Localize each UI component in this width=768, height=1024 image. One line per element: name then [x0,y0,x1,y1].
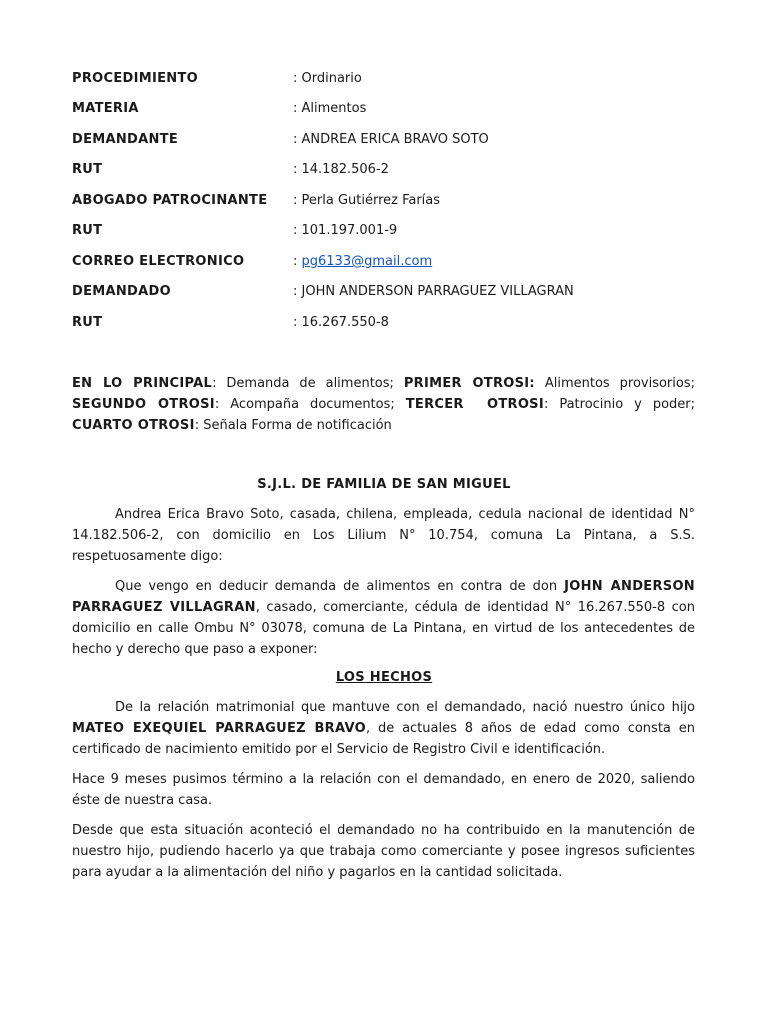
header-row-demandante [72,130,712,150]
cuarto-otrosi-label: CUARTO OTROSI [72,418,195,433]
facts-text-1: De la relación matrimonial que mantuve con el demandado, nació nuestro único hijo [115,700,695,715]
header-row-demandado [72,282,712,302]
header-label: RUT [72,162,103,177]
header-label: DEMANDADO [72,284,171,299]
summary-paragraph [72,373,695,436]
facts-text-2: , de actuales 8 años de edad como consta en certificado de nacimiento emitido por el Servicio de Registro Civil e identificación. [72,721,695,757]
header-label: MATERIA [72,101,139,116]
header-row-rut-demandado [72,313,712,333]
header-value: : 101.197.001-9 [293,223,398,238]
header-label: RUT [72,315,103,330]
demand-text-2: , casado, comerciante, cédula de identidad N° 16.267.550-8 con domicilio en calle Ombu N° 03078, comuna de La Pintana, en virtud de los antecedentes de hecho y derecho que paso a exponer: [72,600,695,657]
header-value: : Alimentos [293,101,367,116]
header-label: CORREO ELECTRONICO [72,254,245,269]
email-link[interactable]: pg6133@gmail.com [301,254,433,269]
defendant-name: JOHN ANDERSON PARRAGUEZ VILLAGRAN [72,579,695,615]
header-label: PROCEDIMIENTO [72,71,198,86]
header-value: : JOHN ANDERSON PARRAGUEZ VILLAGRAN [293,284,574,299]
intro-paragraph: Andrea Erica Bravo Soto, casada, chilena, empleada, cedula nacional de identidad N° 14.182.506-2, con domicilio en Los Lilium N° 10.754, comuna La Pintana, a S.S. respetuosamente digo: [72,507,695,564]
primer-otrosi-text: Alimentos provisorios; [534,376,695,391]
header-value: : Perla Gutiérrez Farías [293,193,441,208]
header-value: : 14.182.506-2 [293,162,389,177]
header-row-rut-demandante [72,160,712,180]
header-row-correo [72,252,712,272]
header-row-rut-abogado [72,221,712,241]
tercer-otrosi-text: : Patrocinio y poder; [543,397,695,412]
segundo-otrosi-text: : Acompaña documentos; [214,397,406,412]
facts-paragraph-1 [72,697,695,760]
principal-label: EN LO PRINCIPAL [72,376,213,391]
header-row-abogado [72,191,712,211]
header-label: ABOGADO PATROCINANTE [72,193,268,208]
facts-paragraph-3: Desde que esta situación aconteció el demandado no ha contribuido en la manutención de nuestro hijo, pudiendo hacerlo ya que trabaja como comerciante y posee ingresos suficientes para ayudar a la alimentación del niño y pagarlos en la cantidad solicitada. [72,823,695,880]
section-title-los-hechos: LOS HECHOS [335,670,433,685]
primer-otrosi-label: PRIMER OTROSI: [403,376,535,391]
child-name: MATEO EXEQUIEL PARRAGUEZ BRAVO [72,721,366,736]
header-row-materia [72,99,712,119]
header-row-procedimiento [72,69,712,89]
segundo-otrosi-label: SEGUNDO OTROSI [72,397,215,412]
court-title: S.J.L. DE FAMILIA DE SAN MIGUEL [257,477,511,492]
header-value [293,252,432,272]
principal-text: : Demanda de alimentos; [212,376,404,391]
demand-paragraph [72,576,695,660]
cuarto-otrosi-text: : Señala Forma de notificación [194,418,392,433]
demand-text-1: Que vengo en deducir demanda de alimentos en contra de don [115,579,565,594]
header-value: : ANDREA ERICA BRAVO SOTO [293,132,489,147]
header-value: : Ordinario [293,71,362,86]
header-label: RUT [72,223,103,238]
email-prefix: : [293,254,302,269]
header-value: : 16.267.550-8 [293,315,389,330]
tercer-otrosi-label: TERCER OTROSI [405,397,544,412]
header-label: DEMANDANTE [72,132,179,147]
facts-paragraph-2: Hace 9 meses pusimos término a la relación con el demandado, en enero de 2020, saliendo éste de nuestra casa. [72,772,695,808]
